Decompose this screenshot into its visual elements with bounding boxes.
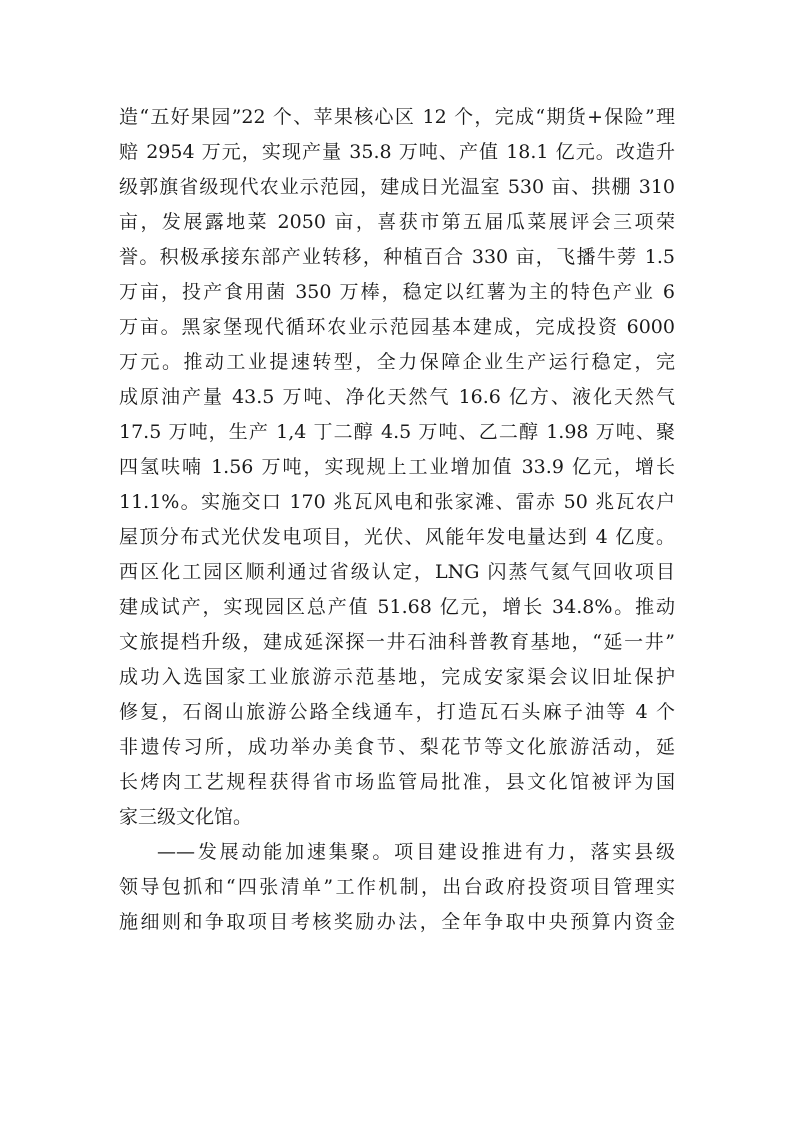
text-line: 西区化工园区顺利通过省级认定，LNG 闪蒸气氦气回收项目: [119, 561, 675, 583]
text-line: 修复，石阁山旅游公路全线通车，打造瓦石头麻子油等 4 个: [119, 701, 675, 723]
text-line: 誉。积极承接东部产业转移，种植百合 330 亩，飞播牛蒡 1.5: [119, 246, 675, 268]
section-heading-line: ——发展动能加速集聚。项目建设推进有力，落实县级: [157, 841, 675, 863]
text-line: 文旅提档升级，建成延深探一井石油科普教育基地，“延一井”: [119, 631, 675, 653]
text-line: 赔 2954 万元，实现产量 35.8 万吨、产值 18.1 亿元。改造升: [119, 141, 675, 163]
text-line: 屋顶分布式光伏发电项目，光伏、风能年发电量达到 4 亿度。: [119, 526, 675, 548]
text-line: 级郭旗省级现代农业示范园，建成日光温室 530 亩、拱棚 310: [119, 176, 675, 198]
text-line: 万亩。黑家堡现代循环农业示范园基本建成，完成投资 6000: [119, 316, 675, 338]
text-line: 万元。推动工业提速转型，全力保障企业生产运行稳定，完: [119, 351, 675, 373]
paragraph-end-line: 家三级文化馆。: [119, 806, 253, 828]
body-text: [119, 100, 675, 940]
text-line: 非遗传习所，成功举办美食节、梨花节等文化旅游活动，延: [119, 736, 675, 758]
text-line: 11.1%。实施交口 170 兆瓦风电和张家滩、雷赤 50 兆瓦农户: [119, 491, 675, 513]
text-line: 施细则和争取项目考核奖励办法，全年争取中央预算内资金: [119, 911, 675, 933]
text-line: 造“五好果园”22 个、苹果核心区 12 个，完成“期货+保险”理: [119, 106, 675, 128]
text-line: 领导包抓和“四张清单”工作机制，出台政府投资项目管理实: [119, 876, 675, 898]
text-line: 建成试产，实现园区总产值 51.68 亿元，增长 34.8%。推动: [119, 596, 675, 618]
text-line: 万亩，投产食用菌 350 万棒，稳定以红薯为主的特色产业 6: [119, 281, 675, 303]
text-line: 成原油产量 43.5 万吨、净化天然气 16.6 亿方、液化天然气: [119, 386, 675, 408]
text-line: 成功入选国家工业旅游示范基地，完成安家渠会议旧址保护: [119, 666, 675, 688]
text-line: 亩，发展露地菜 2050 亩，喜获市第五届瓜菜展评会三项荣: [119, 211, 675, 233]
text-line: 长烤肉工艺规程获得省市场监管局批准，县文化馆被评为国: [119, 771, 675, 793]
text-line: 17.5 万吨，生产 1,4 丁二醇 4.5 万吨、乙二醇 1.98 万吨、聚: [119, 421, 675, 443]
text-line: 四氢呋喃 1.56 万吨，实现规上工业增加值 33.9 亿元，增长: [119, 456, 675, 478]
